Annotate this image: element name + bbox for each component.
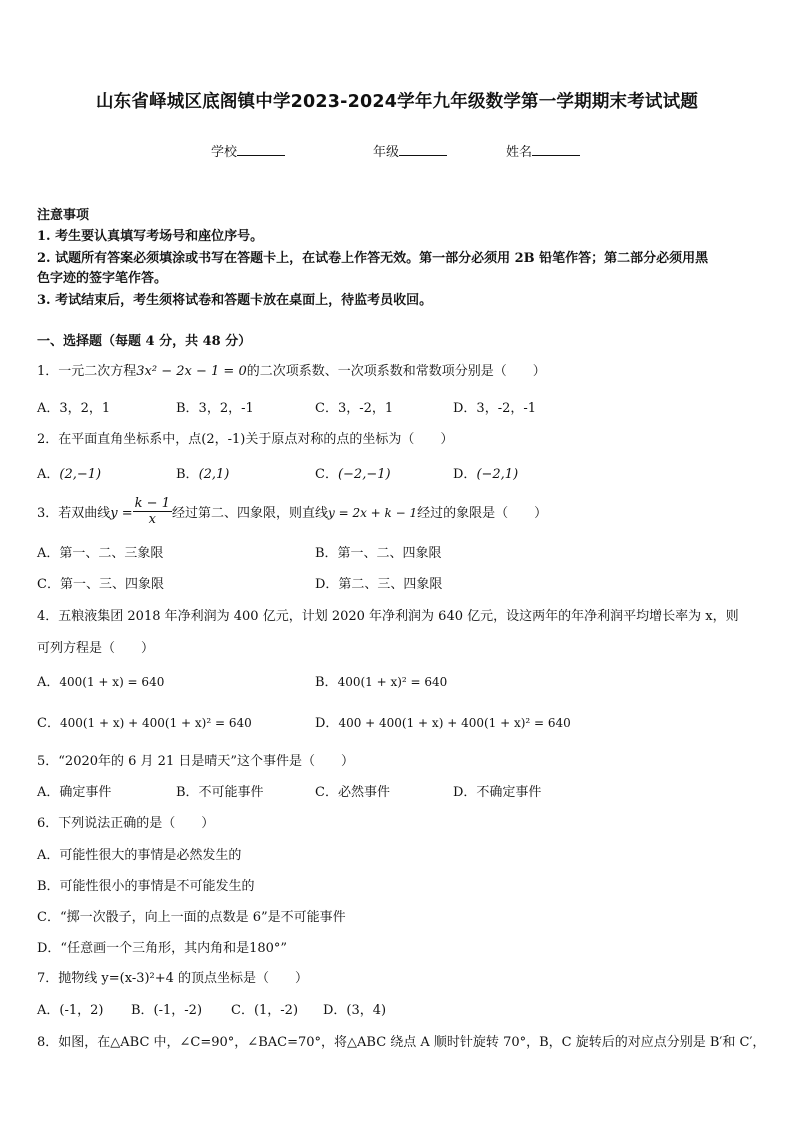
section-heading: 一、选择题（每题 4 分，共 48 分） (37, 334, 252, 349)
name-field (506, 141, 580, 160)
q3-stem-mid: 经过第二、四象限，则直线 (171, 506, 328, 521)
note-item: 2. 试题所有答案必须填涂或书写在答题卡上，在试卷上作答无效。第一部分必须用 2B 铅笔作答；第二部分必须用黑 (37, 251, 709, 266)
q4-option-b[interactable] (315, 671, 447, 690)
q4-d-label: D． (315, 716, 339, 731)
q3-option-c[interactable]: C．第一、三、四象限 (37, 577, 164, 592)
q4-option-c[interactable] (37, 712, 252, 731)
q2-option-b[interactable] (176, 463, 229, 482)
q7-option-d[interactable]: D．(3，4) (323, 1003, 387, 1018)
question-8: 8．如图，在△ABC 中，∠C=90°，∠BAC=70°，将△ABC 绕点 A 顺时针旋转 70°，B，C 旋转后的对应点分别是 B′和 C′， (37, 1035, 766, 1050)
q2-option-a[interactable] (37, 463, 101, 482)
q2-option-d[interactable] (453, 463, 518, 482)
q5-option-d[interactable]: D．不确定事件 (453, 785, 542, 800)
q3-option-a[interactable]: A．第一、二、三象限 (37, 546, 164, 561)
q6-option-d[interactable]: D．“任意画一个三角形，其内角和是180°” (37, 941, 288, 956)
name-label: 姓名 (506, 145, 533, 160)
q6-option-c[interactable]: C．“掷一次骰子，向上一面的点数是 6”是不可能事件 (37, 910, 346, 925)
q2-a-label: A． (37, 467, 60, 482)
q1-stem-post: 的二次项系数、一次项系数和常数项分别是（ ） (246, 364, 546, 379)
q2-d-label: D． (453, 467, 477, 482)
q6-option-a[interactable]: A．可能性很大的事情是必然发生的 (37, 848, 242, 863)
q1-option-b[interactable]: B．3，2，-1 (176, 401, 254, 416)
school-label: 学校 (211, 145, 238, 160)
question-2: 2．在平面直角坐标系中，点(2，-1)关于原点对称的点的坐标为（ ） (37, 432, 454, 447)
q2-c-label: C． (315, 467, 338, 482)
q5-option-a[interactable]: A．确定事件 (37, 785, 112, 800)
q1-equation: 3x² − 2x − 1 = 0 (136, 364, 247, 379)
name-blank[interactable] (532, 143, 580, 156)
question-7: 7．抛物线 y=(x-3)²+4 的顶点坐标是（ ） (37, 971, 309, 986)
q5-option-c[interactable]: C．必然事件 (315, 785, 390, 800)
q3-line-eq: y = 2x + k − 1 (327, 506, 418, 520)
q3-stem-post: 经过的象限是（ ） (417, 506, 548, 521)
q2-b-label: B． (176, 467, 199, 482)
q3-frac-den: x (148, 512, 156, 527)
q3-y-eq: y = (110, 506, 133, 521)
school-field (211, 141, 285, 160)
q3-fraction (133, 496, 172, 527)
q2-b-value: (2,1) (198, 467, 230, 482)
q1-option-c[interactable]: C．3，-2，1 (315, 401, 394, 416)
grade-label: 年级 (373, 145, 400, 160)
q4-option-d[interactable] (315, 712, 571, 731)
question-4-line2: 可列方程是（ ） (37, 641, 155, 656)
school-blank[interactable] (237, 143, 285, 156)
q3-option-b[interactable]: B．第一、二、四象限 (315, 546, 442, 561)
question-3 (37, 498, 547, 529)
q4-d-value: 400 + 400(1 + x) + 400(1 + x)² = 640 (338, 716, 571, 730)
grade-field (373, 141, 447, 160)
q3-stem-pre: 3．若双曲线 (37, 506, 111, 521)
q4-a-value: 400(1 + x) = 640 (59, 675, 165, 689)
q1-option-d[interactable]: D．3，-2，-1 (453, 401, 537, 416)
question-5: 5．“2020年的 6 月 21 日是晴天”这个事件是（ ） (37, 754, 354, 769)
note-item: 色字迹的签字笔作答。 (37, 271, 168, 286)
q1-option-a[interactable]: A．3，2，1 (37, 401, 111, 416)
notes-heading: 注意事项 (37, 208, 90, 223)
q2-a-value: (2,−1) (59, 467, 102, 482)
q2-d-value: (−2,1) (476, 467, 519, 482)
q3-option-d[interactable]: D．第二、三、四象限 (315, 577, 443, 592)
q4-c-label: C． (37, 716, 60, 731)
question-4-line1: 4．五粮液集团 2018 年净利润为 400 亿元，计划 2020 年净利润为 640 亿元，设这两年的年净利润平均增长率为 x，则 (37, 609, 739, 624)
page-title: 山东省峄城区底阁镇中学2023-2024学年九年级数学第一学期期末考试试题 (95, 92, 699, 112)
q6-option-b[interactable]: B．可能性很小的事情是不可能发生的 (37, 879, 255, 894)
q7-option-a[interactable]: A．(-1，2) (37, 1003, 104, 1018)
q4-b-value: 400(1 + x)² = 640 (337, 675, 448, 689)
q4-c-value: 400(1 + x) + 400(1 + x)² = 640 (59, 716, 252, 730)
q5-option-b[interactable]: B．不可能事件 (176, 785, 264, 800)
grade-blank[interactable] (399, 143, 447, 156)
q4-option-a[interactable] (37, 671, 164, 690)
q4-b-label: B． (315, 675, 338, 690)
question-1 (37, 360, 546, 379)
q7-option-b[interactable]: B．(-1，-2) (131, 1003, 203, 1018)
q2-c-value: (−2,−1) (337, 467, 391, 482)
q3-frac-num: k − 1 (134, 496, 170, 511)
q4-a-label: A． (37, 675, 60, 690)
note-item: 3. 考试结束后，考生须将试卷和答题卡放在桌面上，待监考员收回。 (37, 293, 433, 308)
note-item: 1. 考生要认真填写考场号和座位序号。 (37, 229, 264, 244)
q1-stem-pre: 1．一元二次方程 (37, 364, 137, 379)
question-6: 6．下列说法正确的是（ ） (37, 816, 215, 831)
q2-option-c[interactable] (315, 463, 391, 482)
q7-option-c[interactable]: C．(1，-2) (231, 1003, 299, 1018)
